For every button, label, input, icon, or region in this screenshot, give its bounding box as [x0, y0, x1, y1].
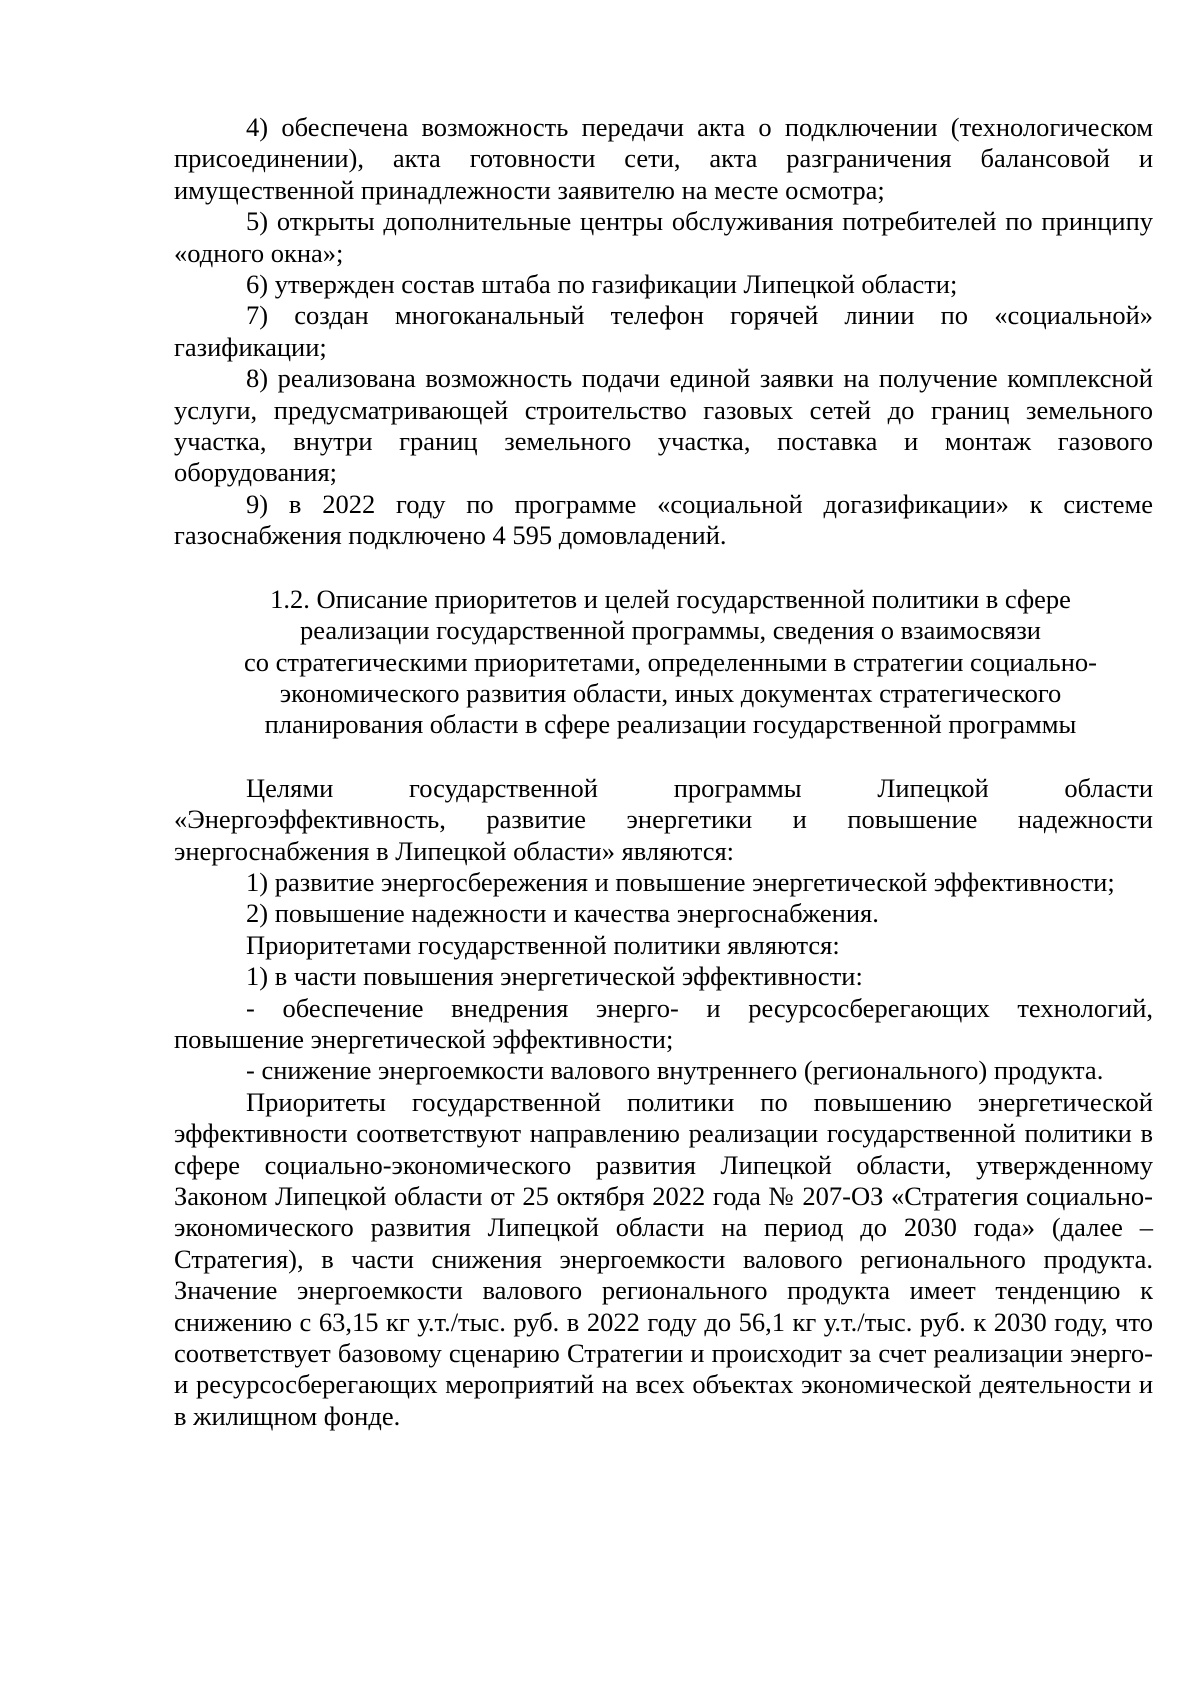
list-item: 8) реализована возможность подачи единой заявки на получение комплексной услуги, предусматривающей строительство газовых сетей до границ земельного участка, внутри границ земельного участка, поставка и монтаж газового оборудования;: [174, 363, 1153, 488]
list-item: 4) обеспечена возможность передачи акта о подключении (технологическом присоединении), акта готовности сети, акта разграничения балансовой и имущественной принадлежности заявителю на месте осмотра;: [174, 112, 1153, 205]
heading-line: реализации государственной программы, сведения о взаимосвязи: [300, 615, 1041, 646]
paragraph-strategy: Приоритеты государственной политики по повышению энергетической эффективности соответствуют направлению реализации государственной политики в сфере социально-экономического развития Липецкой области, утвержденному Законом Липецкой области от 25 октября 2022 года № 207-ОЗ «Стратегия социально-экономического развития Липецкой области на период до 2030 года» (далее – Стратегия), в части снижения энергоемкости валового регионального продукта. Значение энергоемкости валового регионального продукта имеет тенденцию к снижению с 63,15 кг у.т./тыс. руб. в 2022 году до 56,1 кг у.т./тыс. руб. к 2030 году, что соответствует базовому сценарию Стратегии и происходит за счет реализации энерго- и ресурсосберегающих мероприятий на всех объектах экономической деятельности и в жилищном фонде.: [174, 1086, 1153, 1431]
list-item: 2) повышение надежности и качества энергоснабжения.: [246, 898, 879, 929]
heading-line: экономического развития области, иных документах стратегического: [279, 677, 1062, 708]
spacer: [174, 552, 1153, 584]
list-item: 1) развитие энергосбережения и повышение энергетической эффективности;: [246, 866, 1115, 897]
list-item: - обеспечение внедрения энерго- и ресурсосберегающих технологий, повышение энергетической эффективности;: [174, 992, 1153, 1054]
heading-line: со стратегическими приоритетами, определенными в стратегии социально-: [243, 646, 1097, 677]
paragraph-goals-intro: Целями государственной программы Липецкой области «Энергоэффективность, развитие энергетики и повышение надежности энергоснабжения в Липецкой области» являются:: [174, 772, 1153, 866]
list-item: 1) в части повышения энергетической эффективности:: [246, 961, 863, 992]
list-item: 5) открыты дополнительные центры обслуживания потребителей по принципу «одного окна»;: [174, 206, 1153, 268]
document-page: [174, 112, 1153, 1432]
heading-line: планирования области в сфере реализации государственной программы: [264, 709, 1077, 740]
heading-line: 1.2. Описание приоритетов и целей государственной политики в сфере: [270, 583, 1071, 614]
section-heading: [174, 584, 1153, 741]
list-item: 9) в 2022 году по программе «социальной догазификации» к системе газоснабжения подключено 4 595 домовладений.: [174, 488, 1153, 551]
spacer: [174, 741, 1153, 773]
list-item: 6) утвержден состав штаба по газификации Липецкой области;: [246, 269, 958, 300]
list-item: - снижение энергоемкости валового внутреннего (регионального) продукта.: [246, 1055, 1104, 1086]
paragraph-priorities-intro: Приоритетами государственной политики являются:: [246, 929, 840, 960]
list-item: 7) создан многоканальный телефон горячей линии по «социальной» газификации;: [174, 300, 1153, 362]
